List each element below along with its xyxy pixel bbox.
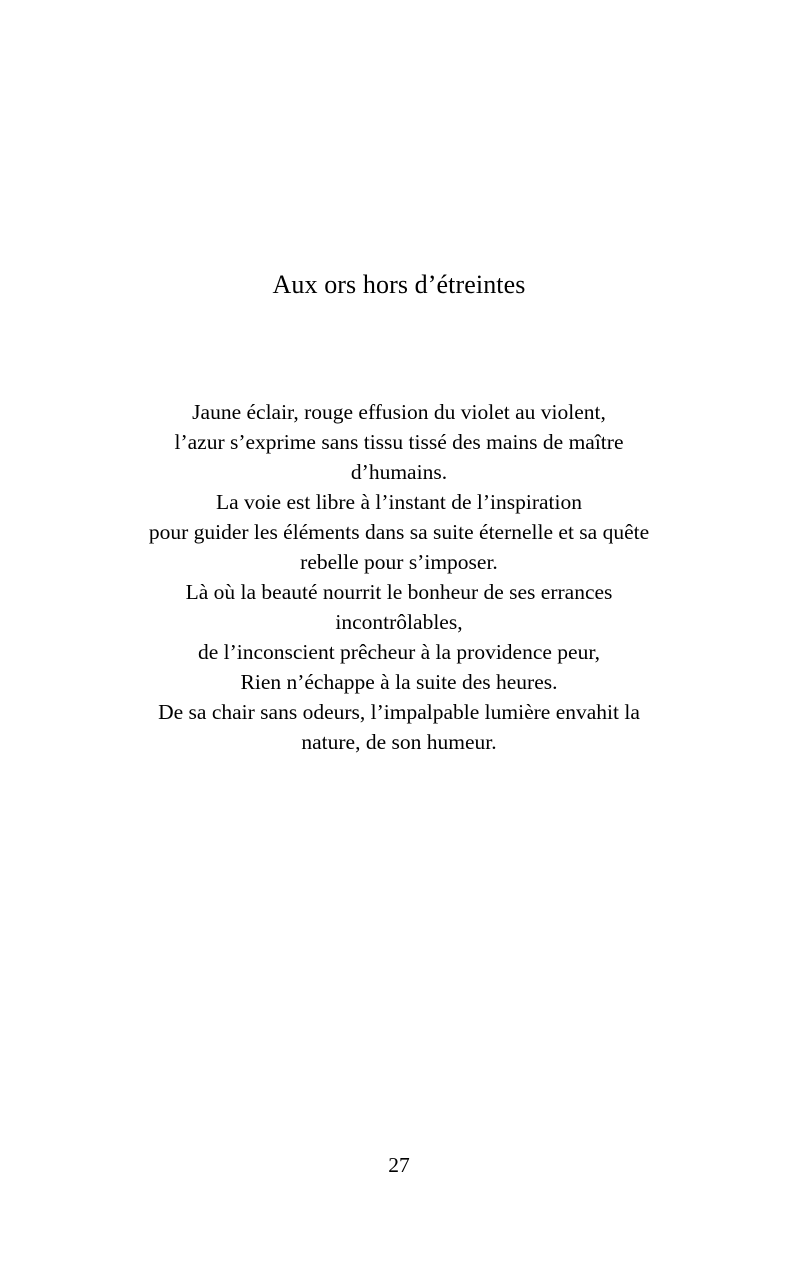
poem-line: Rien n’échappe à la suite des heures. bbox=[240, 670, 558, 694]
poem-line: nature, de son humeur. bbox=[301, 730, 497, 754]
poem-line: La voie est libre à l’instant de l’inspiration bbox=[216, 490, 582, 514]
page-number: 27 bbox=[388, 1153, 410, 1177]
poem-line: d’humains. bbox=[350, 460, 448, 484]
poem-line: de l’inconscient prêcheur à la providence peur, bbox=[197, 640, 601, 664]
poem-title: Aux ors hors d’étreintes bbox=[272, 270, 526, 299]
poem-line: Là où la beauté nourrit le bonheur de ses errances bbox=[185, 580, 613, 604]
poem-line: Jaune éclair, rouge effusion du violet au violent, bbox=[192, 400, 606, 424]
poem-line: rebelle pour s’imposer. bbox=[300, 550, 498, 574]
poem-body bbox=[110, 397, 688, 757]
poem-line: pour guider les éléments dans sa suite éternelle et sa quête bbox=[148, 520, 650, 544]
poem-line: l’azur s’exprime sans tissu tissé des mains de maître bbox=[174, 430, 624, 454]
poem-line: De sa chair sans odeurs, l’impalpable lumière envahit la bbox=[158, 700, 640, 724]
poem-line: incontrôlables, bbox=[335, 610, 463, 634]
